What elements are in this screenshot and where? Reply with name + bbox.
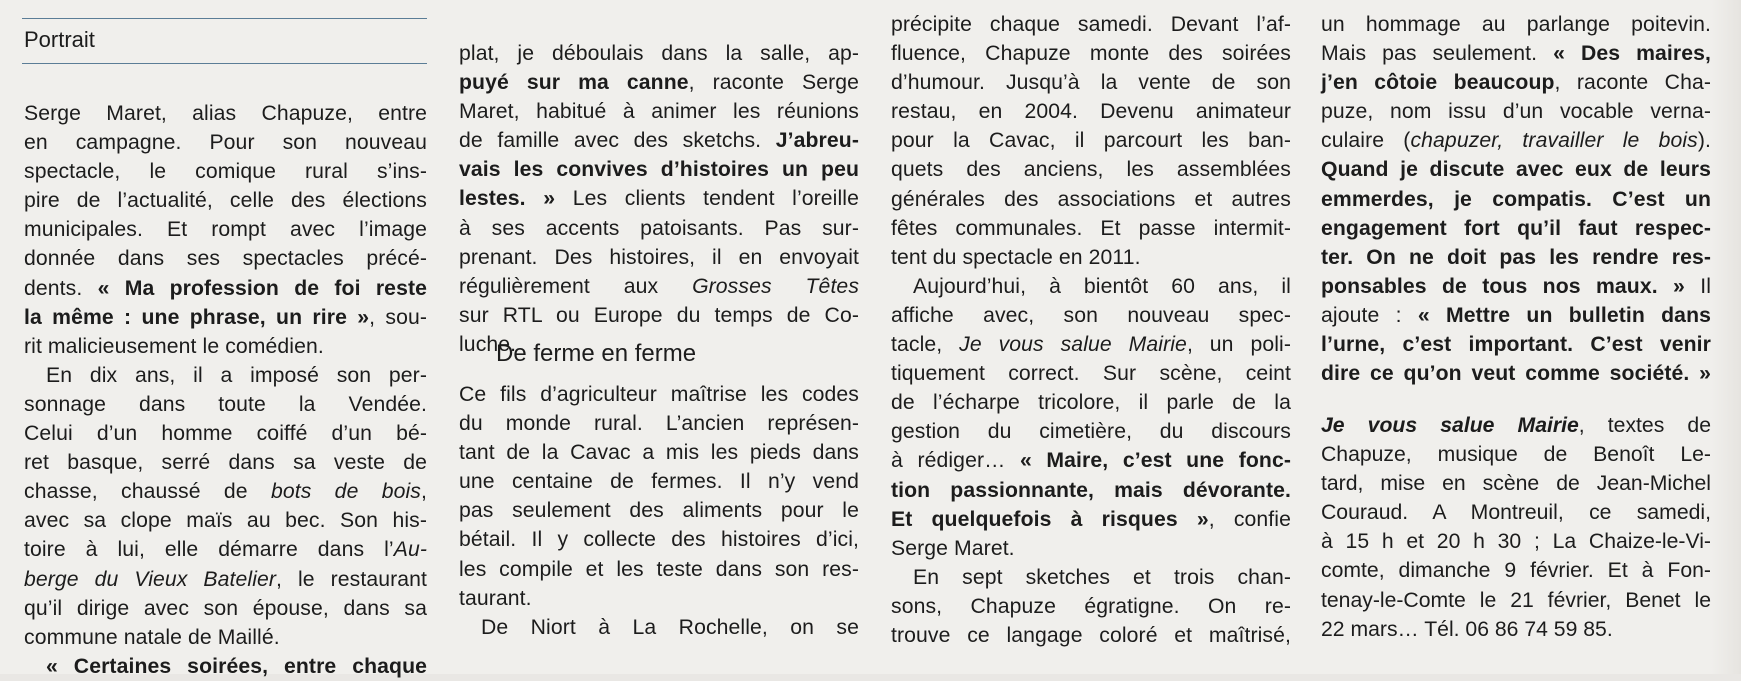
- text-line: bétail. Il y collecte des histoires d’ici,: [459, 528, 859, 552]
- text-line: un hommage au parlange poitevin.: [1321, 13, 1711, 36]
- text-line: berge du Vieux Batelier, le restaurant: [24, 567, 428, 591]
- text-line: Chapuze, musique de Benoît Le-: [1321, 443, 1711, 467]
- text-line: j’en côtoie beaucoup, raconte Cha-: [1321, 71, 1711, 95]
- text-line: En sept sketches et trois chan-: [913, 565, 1291, 589]
- text-line: puze, nom issu d’un vocable verna-: [1321, 100, 1711, 124]
- text-line: sons, Chapuze égratigne. On re-: [891, 594, 1291, 618]
- paper-edge: [1711, 0, 1741, 674]
- text-line: taurant.: [459, 586, 532, 610]
- text-line: Aujourd’hui, à bientôt 60 ans, il: [913, 274, 1291, 298]
- text-line: à ses accents patoisants. Pas sur-: [459, 216, 859, 240]
- article-column-3: [891, 10, 1291, 650]
- text-line: Couraud. A Montreuil, ce samedi,: [1321, 501, 1711, 525]
- text-line: ter. On ne doit pas les rendre res-: [1321, 245, 1711, 269]
- text-line: régulièrement aux Grosses Têtes: [459, 274, 860, 298]
- text-line: qu’il dirige avec son épouse, dans sa: [24, 596, 427, 620]
- article-column-1: [24, 99, 427, 681]
- text-line: pas seulement des aliments pour le: [459, 499, 859, 523]
- text-line: à rédiger… « Maire, c’est une fonc-: [891, 449, 1291, 473]
- text-line: sonnage dans toute la Vendée.: [24, 392, 427, 416]
- text-line: Maret, habitué à animer les réunions: [459, 100, 859, 124]
- show-info: [1321, 411, 1711, 644]
- text-line: précipite chaque samedi. Devant l’af-: [891, 13, 1291, 36]
- text-line: l’urne, c’est important. C’est venir: [1321, 333, 1711, 357]
- text-line: tard, mise en scène de Jean-Michel: [1321, 472, 1711, 496]
- text-line: en campagne. Pour son nouveau: [24, 131, 427, 155]
- text-line: générales des associations et autres: [891, 187, 1291, 211]
- subheading: De ferme en ferme: [496, 340, 697, 367]
- text-line: toire à lui, elle démarre dans l’Au-: [24, 538, 427, 562]
- text-line: dire ce qu’on veut comme société. »: [1321, 362, 1711, 386]
- text-line: restau, en 2004. Devenu animateur: [891, 100, 1291, 124]
- text-line: ponsables de tous nos maux. » Il: [1321, 274, 1711, 298]
- text-line: trouve ce langage coloré et maîtrisé,: [891, 623, 1291, 647]
- text-line: ret basque, serré dans sa veste de: [24, 451, 427, 475]
- text-line: En dix ans, il a imposé son per-: [46, 363, 427, 387]
- text-line: engagement fort qu’il faut respec-: [1321, 216, 1711, 240]
- text-line: spectacle, le comique rural s’ins-: [24, 160, 427, 184]
- text-line: Et quelquefois à risques », confie: [891, 507, 1291, 531]
- text-line: sur RTL ou Europe du temps de Co-: [459, 303, 859, 327]
- text-line: plat, je déboulais dans la salle, ap-: [459, 42, 859, 65]
- text-line: dents. « Ma profession de foi reste: [24, 276, 427, 300]
- text-line: Quand je discute avec eux de leurs: [1321, 158, 1711, 182]
- text-line: fêtes communales. Et passe intermit-: [891, 216, 1291, 240]
- text-line: donnée dans ses spectacles précé-: [24, 247, 427, 271]
- text-line: Je vous salue Mairie, textes de: [1321, 414, 1711, 437]
- text-line: d’humour. Jusqu’à la vente de son: [891, 71, 1291, 95]
- article-column-2: [459, 39, 859, 359]
- text-line: fluence, Chapuze monte des soirées: [891, 42, 1291, 66]
- text-line: « Certaines soirées, entre chaque: [46, 654, 427, 678]
- text-line: affiche avec, son nouveau spec-: [891, 303, 1291, 327]
- text-line: tent du spectacle en 2011.: [891, 245, 1141, 269]
- text-line: emmerdes, je compatis. C’est un: [1321, 187, 1711, 211]
- text-line: pour la Cavac, il parcourt les ban-: [891, 129, 1291, 153]
- text-line: puyé sur ma canne, raconte Serge: [459, 71, 860, 95]
- article-column-2-continued: [459, 380, 859, 642]
- text-line: gestion du cimetière, du discours: [891, 420, 1291, 444]
- text-line: pire de l’actualité, celle des élections: [24, 189, 427, 213]
- text-line: tenay-le-Comte le 21 février, Benet le: [1321, 588, 1711, 612]
- text-line: à 15 h et 20 h 30 ; La Chaize-le-Vi-: [1321, 530, 1711, 554]
- text-line: De Niort à La Rochelle, on se: [481, 615, 859, 639]
- text-line: lestes. » Les clients tendent l’oreille: [459, 187, 859, 211]
- text-line: Serge Maret.: [891, 536, 1015, 560]
- text-line: la même : une phrase, un rire », sou-: [24, 305, 427, 329]
- text-line: prenant. Des histoires, il en envoyait: [459, 245, 859, 269]
- text-line: commune natale de Maillé.: [24, 625, 280, 649]
- text-line: tacle, Je vous salue Mairie, un poli-: [891, 333, 1291, 357]
- text-line: rit malicieusement le comédien.: [24, 334, 324, 358]
- text-line: une centaine de fermes. Il n’y vend: [459, 470, 859, 494]
- text-line: quets des anciens, les assemblées: [891, 158, 1291, 182]
- text-line: tiquement correct. Sur scène, ceint: [891, 362, 1291, 386]
- text-line: tant de la Cavac a mis les pieds dans: [459, 441, 859, 465]
- text-line: chasse, chaussé de bots de bois,: [24, 480, 427, 504]
- text-line: ajoute : « Mettre un bulletin dans: [1321, 303, 1711, 327]
- text-line: Mais pas seulement. « Des maires,: [1321, 42, 1712, 66]
- text-line: culaire (chapuzer, travailler le bois).: [1321, 129, 1711, 153]
- text-line: 22 mars… Tél. 06 86 74 59 85.: [1321, 617, 1613, 641]
- section-rubric: [22, 18, 427, 64]
- text-line: Ce fils d’agriculteur maîtrise les codes: [459, 383, 859, 406]
- text-line: comte, dimanche 9 février. Et à Fon-: [1321, 559, 1711, 583]
- text-line: municipales. Et rompt avec l’image: [24, 218, 427, 242]
- text-line: du monde rural. L’ancien représen-: [459, 412, 859, 436]
- text-line: de l’écharpe tricolore, il parle de la: [891, 391, 1291, 415]
- text-line: Serge Maret, alias Chapuze, entre: [24, 102, 427, 125]
- text-line: Celui d’un homme coiffé d’un bé-: [24, 422, 427, 446]
- text-line: avec sa clope maïs au bec. Son his-: [24, 509, 427, 533]
- text-line: vais les convives d’histoires un peu: [459, 158, 859, 182]
- text-line: luche.: [459, 332, 517, 356]
- text-line: de famille avec des sketchs. J’abreu-: [459, 129, 859, 153]
- rubric-label: Portrait: [24, 27, 95, 52]
- text-line: tion passionnante, mais dévorante.: [891, 478, 1291, 502]
- text-line: les compile et les teste dans son res-: [459, 557, 859, 581]
- article-column-4: [1321, 10, 1711, 388]
